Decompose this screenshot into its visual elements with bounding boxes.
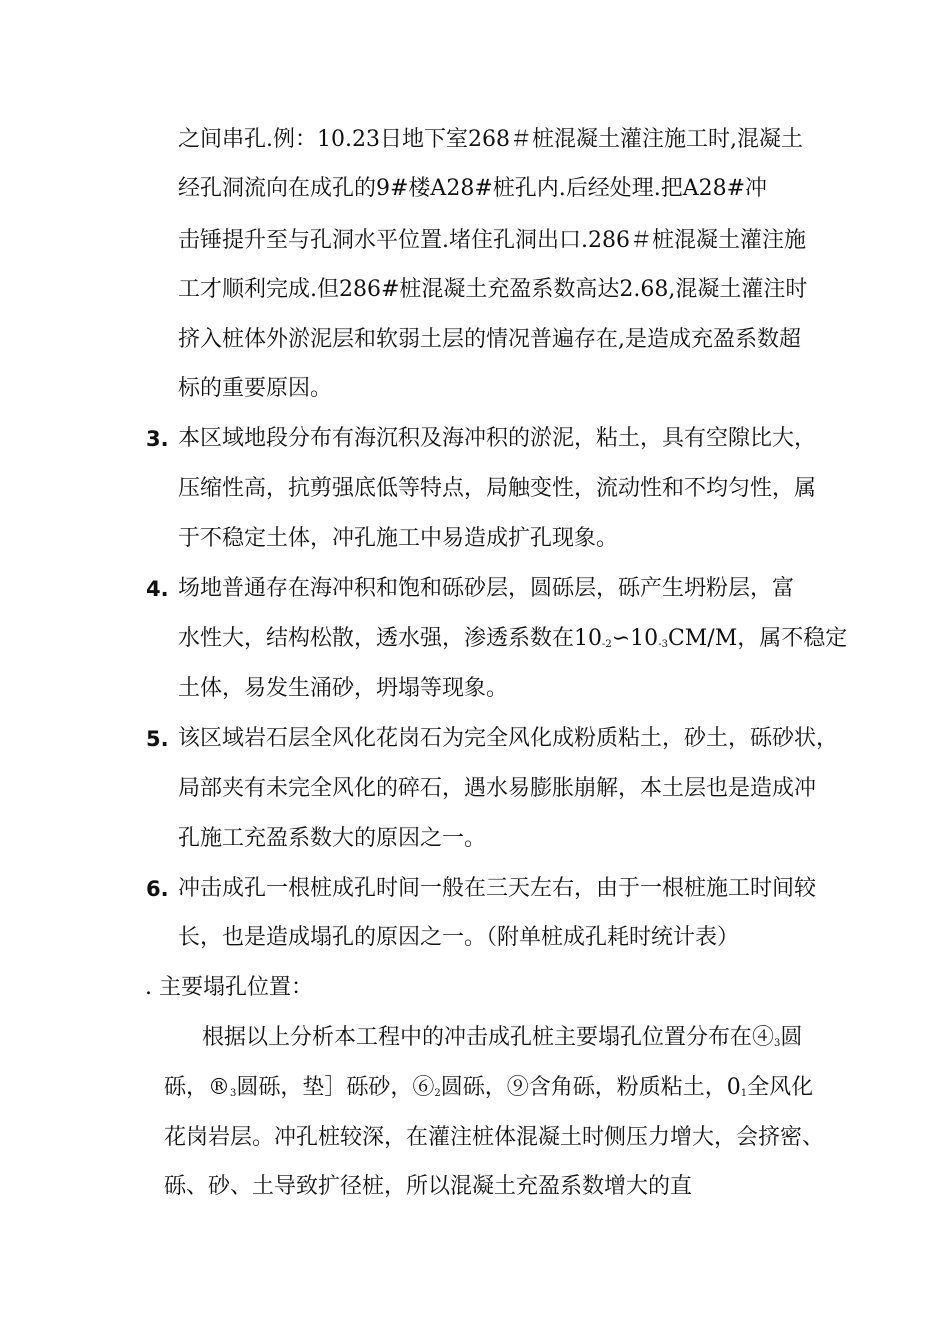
text-line: 花岗岩层。冲孔桩较深，在灌注桩体混凝土时侧压力增大，会挤密、 xyxy=(164,1125,825,1150)
subscript: -2 xyxy=(602,639,612,650)
text-line: 土体，易发生涌砂，坍塌等现象。 xyxy=(178,676,509,701)
item-number: 5. xyxy=(146,727,169,751)
subscript: 3 xyxy=(230,1088,237,1099)
text-line: 局部夹有未完全风化的碎石，遇水易膨胀崩解，本土层也是造成冲 xyxy=(178,776,817,801)
text-line: 冲击成孔一根桩成孔时间一般在三天左右，由于一根桩施工时间较 xyxy=(178,876,817,901)
text-segment: 圆 xyxy=(780,1025,803,1050)
subscript: 3 xyxy=(774,1038,781,1049)
item-number: 4. xyxy=(146,577,169,601)
subscript: 1 xyxy=(740,1088,748,1099)
text-segment: 圆砾，垫］砾砂，⑥ xyxy=(236,1075,435,1100)
text-line: 压缩性高，抗剪强底低等特点，局触变性，流动性和不均匀性，属 xyxy=(178,476,817,501)
text-line: 之间串孔.例：10.23日地下室268＃桩混凝土灌注施工时,混凝土 xyxy=(178,127,803,152)
text-line: 挤入桩体外淤泥层和软弱土层的情况普遍存在,是造成充盈系数超 xyxy=(178,327,801,352)
text-line: 工才顺利完成.但286#桩混凝土充盈系数高达2.68,混凝土灌注时 xyxy=(178,277,808,302)
text-line: 击锤提升至与孔洞水平位置.堵住孔洞出口.286＃桩混凝土灌注施 xyxy=(178,228,806,253)
text-line: 于不稳定土体，冲孔施工中易造成扩孔现象。 xyxy=(178,526,619,551)
text-segment: CM/M，属不稳定 xyxy=(667,626,848,651)
text-segment: 圆砾，⑨含角砾，粉质粘土，0 xyxy=(440,1075,741,1100)
text-segment: 砾，® xyxy=(164,1075,231,1100)
text-line: 孔施工充盈系数大的原因之一。 xyxy=(178,826,487,851)
text-segment: 全风化 xyxy=(747,1075,814,1100)
text-line: 本区域地段分布有海沉积及海冲积的淤泥，粘土，具有空隙比大， xyxy=(178,426,817,451)
subscript: 2 xyxy=(434,1088,441,1099)
section-heading: . 主要塌孔位置： xyxy=(145,975,313,1000)
text-line: 标的重要原因。 xyxy=(178,376,333,401)
text-line: 长，也是造成塌孔的原因之一。（附单桩成孔耗时统计表） xyxy=(178,925,740,950)
text-line: 该区域岩石层全风化花岗石为完全风化成粉质粘土，砂土，砾砂状， xyxy=(178,726,839,751)
text-segment: ∽10 xyxy=(611,626,659,651)
text-line: 场地普通存在海冲积和饱和砾砂层，圆砾层，砾产生坍粉层，富 xyxy=(178,576,795,601)
item-number: 3. xyxy=(146,427,169,451)
text-line: 砾、砂、土导致扩径桩，所以混凝土充盈系数增大的直 xyxy=(164,1174,693,1199)
text-line xyxy=(202,1023,802,1059)
text-segment: 根据以上分析本工程中的冲击成孔桩主要塌孔位置分布在④ xyxy=(202,1025,775,1050)
text-line: 经孔洞流向在成孔的9#楼A28#桩孔内.后经处理.把A28#冲 xyxy=(178,176,768,201)
subscript: -3 xyxy=(658,639,668,650)
text-line xyxy=(164,1073,813,1109)
item-number: 6. xyxy=(146,877,169,901)
text-line xyxy=(178,624,847,660)
text-segment: 水性大，结构松散，透水强，渗透系数在10 xyxy=(178,626,602,651)
